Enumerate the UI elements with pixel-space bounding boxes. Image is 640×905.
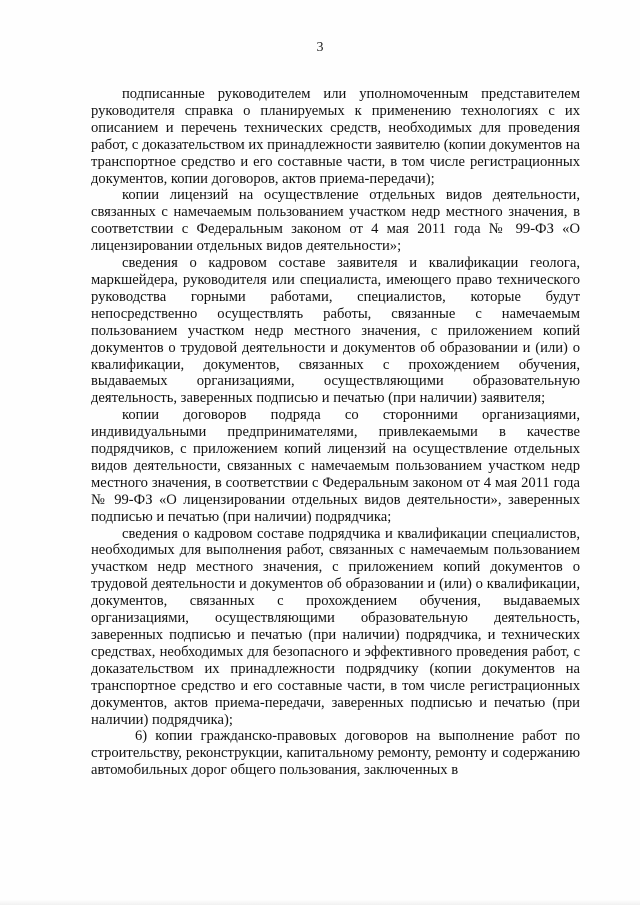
paragraph-contract-copies: копии договоров подряда со сторонними организациями, индивидуальными предпринимателями, привлекаемыми в качестве подрядчиков, с приложением копий лицензий на осуществление отдельных видов деятельности, связанных с намечаемым пользованием участком недр местного значения, в соответствии с Федеральным законом от 4 мая 2011 года № 99-ФЗ «О лицензировании отдельных видов деятельности», заверенных подписью и печатью (при наличии) подрядчика; — [91, 407, 580, 525]
scan-bottom-edge — [0, 899, 640, 905]
page-number: 3 — [316, 40, 324, 55]
document-body — [91, 86, 580, 779]
paragraph-contractor-staff: сведения о кадровом составе подрядчика и квалификации специалистов, необходимых для выполнения работ, связанных с намечаемым пользованием участком недр местного значения, с приложением копий документов о трудовой деятельности и документов об образовании и (или) о квалификации, документов, связанных с прохождением обучения, выдаваемых организациями, осуществляющими образовательную деятельность, заверенных подписью и печатью (при наличии) подрядчика, и технических средствах, необходимых для безопасного и эффективного проведения работ, с доказательством их принадлежности подрядчику (копии документов на транспортное средство и его составные части, в том числе регистрационных документов, актов приема-передачи, заверенных подписью и печатью (при наличии) подрядчика); — [91, 525, 580, 728]
paragraph-license-copies: копии лицензий на осуществление отдельных видов деятельности, связанных с намечаемым пользованием участком недр местного значения, в соответствии с Федеральным законом от 4 мая 2011 года № 99-ФЗ «О лицензировании отдельных видов деятельности»; — [91, 187, 580, 255]
paragraph-item-6: 6) копии гражданско-правовых договоров на выполнение работ по строительству, реконструкции, капитальному ремонту, ремонту и содержанию автомобильных дорог общего пользования, заключенных в — [91, 728, 580, 779]
paragraph-technology-certificate: подписанные руководителем или уполномоченным представителем руководителя справка о планируемых к применению технологиях с их описанием и перечень технических средств, необходимых для проведения работ, с доказательством их принадлежности заявителю (копии документов на транспортное средство и его составные части, в том числе регистрационных документов, копии договоров, актов приема-передачи); — [91, 86, 580, 187]
paragraph-applicant-staff: сведения о кадровом составе заявителя и квалификации геолога, маркшейдера, руководителя или специалиста, имеющего право технического руководства горными работами, специалистов, которые будут непосредственно осуществлять работы, связанные с намечаемым пользованием участком недр местного значения, с приложением копий документов о трудовой деятельности и документов об образовании и (или) о квалификации, документов, связанных с прохождением обучения, выдаваемых организациями, осуществляющими образовательную деятельность, заверенных подписью и печатью (при наличии) заявителя; — [91, 255, 580, 407]
